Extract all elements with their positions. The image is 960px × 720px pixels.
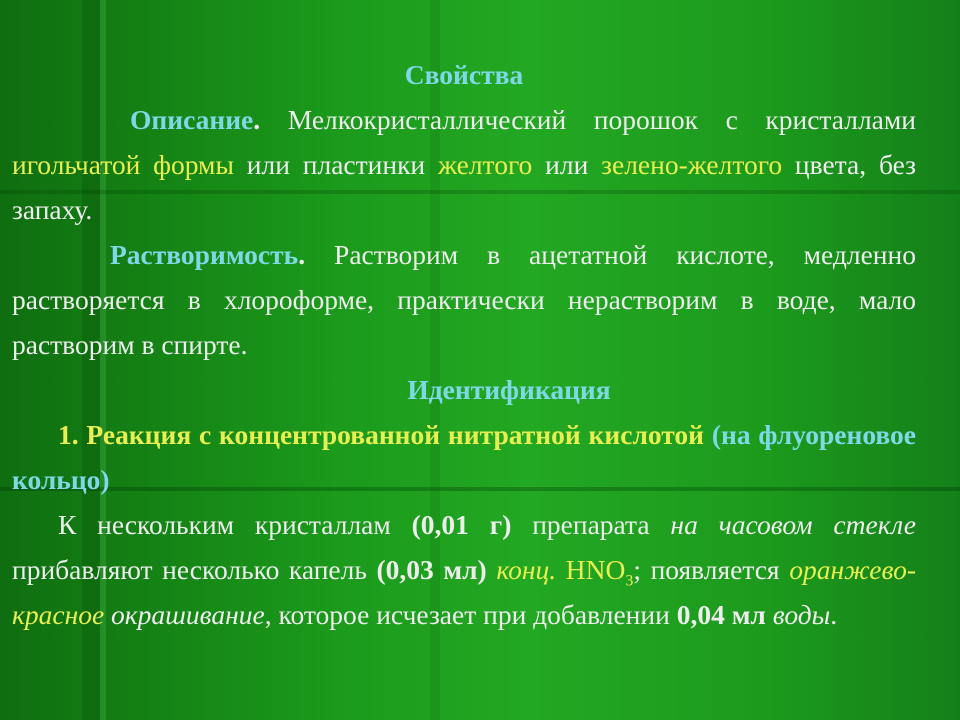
description-highlight: желтого xyxy=(437,149,533,180)
section-title-text: Идентификация xyxy=(407,374,611,405)
procedure-water-amount: 0,04 мл xyxy=(676,599,766,630)
reaction-number: 1. xyxy=(58,419,79,450)
procedure-italic: конц. xyxy=(496,554,557,585)
section-title-properties xyxy=(12,52,916,97)
procedure-italic: окрашивание xyxy=(111,599,265,630)
description-highlight: игольчатой формы xyxy=(12,149,234,180)
section-title-text: Свойства xyxy=(404,59,524,90)
solubility-dot: . xyxy=(298,239,306,270)
slide-content xyxy=(12,52,916,637)
description-text: Мелкокристаллический порошок с кристаллами xyxy=(260,104,916,135)
description-text: или пластинки xyxy=(233,149,438,180)
description-highlight: зелено-желтого xyxy=(601,149,783,180)
solubility-label: Растворимость xyxy=(110,239,299,270)
procedure-text: К нескольким кристаллам xyxy=(58,509,412,540)
procedure-reagent-subscript: 3 xyxy=(625,572,634,590)
description-text: или xyxy=(532,149,602,180)
procedure-text: препарата xyxy=(511,509,671,540)
description-dot: . xyxy=(253,104,261,135)
procedure-end: . xyxy=(830,599,838,630)
description-text: цвета, без запаху. xyxy=(12,149,916,225)
procedure-mass: (0,01 г) xyxy=(411,509,512,540)
section-title-identification xyxy=(102,367,916,412)
description-label: Описание xyxy=(130,104,254,135)
procedure-italic: на часовом стекле xyxy=(670,509,916,540)
solubility-paragraph xyxy=(12,232,916,367)
reaction-subtitle: (на флуореновое кольцо) xyxy=(12,419,916,495)
procedure-paragraph xyxy=(12,502,916,637)
description-paragraph xyxy=(12,97,916,232)
procedure-text: прибавляют несколько капель xyxy=(12,554,377,585)
procedure-color: оранжево-красное xyxy=(12,554,916,630)
procedure-text: , которое исчезает при добавлении xyxy=(264,599,677,630)
reaction-title: Реакция с концентрованной нитратной кислотой xyxy=(78,419,705,450)
procedure-volume: (0,03 мл) xyxy=(376,554,487,585)
procedure-italic: воды xyxy=(772,599,831,630)
procedure-reagent: HNO xyxy=(556,554,626,585)
procedure-text: ; появляется xyxy=(633,554,790,585)
solubility-text: Растворим в ацетатной кислоте, медленно растворяется в хлороформе, практически нерастворим в воде, мало растворим в спирте. xyxy=(12,239,916,360)
reaction-heading xyxy=(12,412,916,502)
